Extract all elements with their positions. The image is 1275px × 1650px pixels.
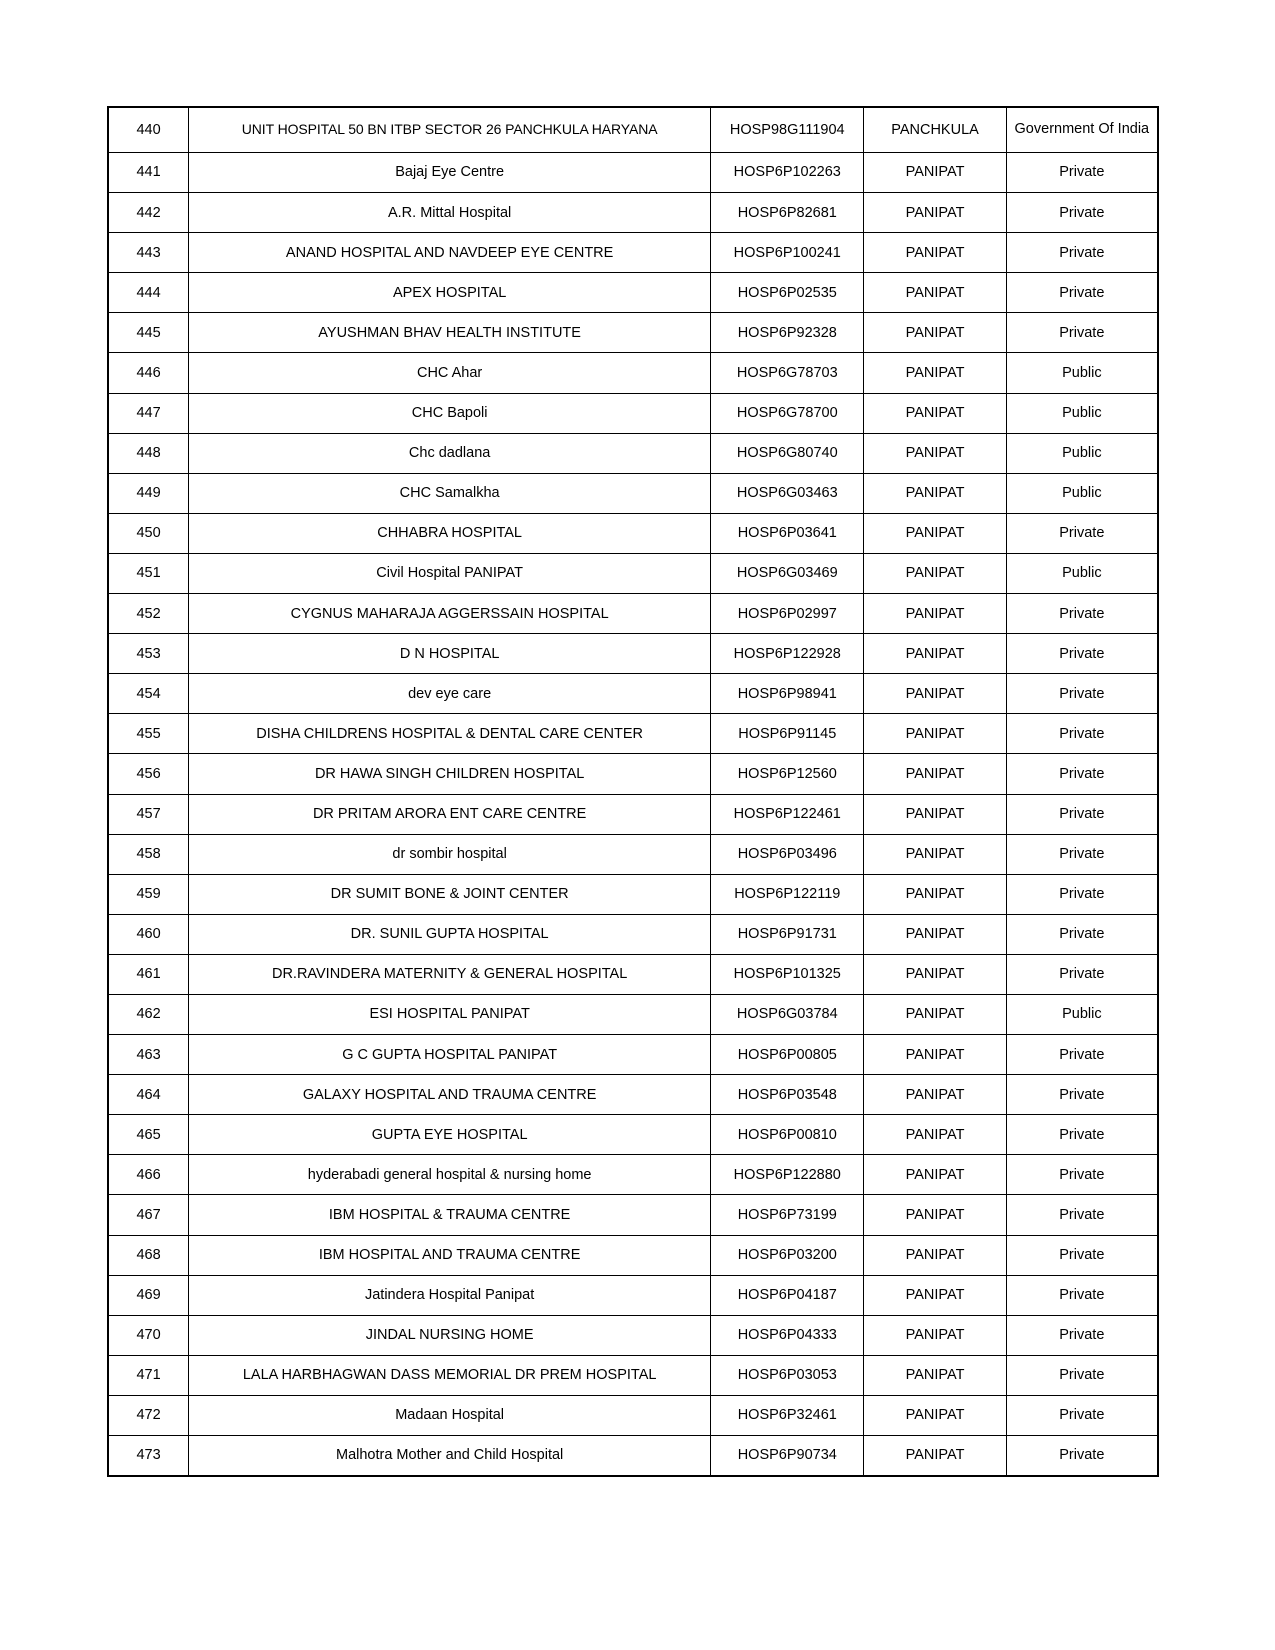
table-row [108,874,1158,914]
cell-serial-number: 473 [108,1436,189,1477]
cell-serial-number: 440 [108,107,189,153]
table-row [108,1436,1158,1477]
table-row [108,393,1158,433]
table-row [108,353,1158,393]
table-row [108,233,1158,273]
cell-hospital-name: D N HOSPITAL [189,634,711,674]
cell-hospital-name: DR HAWA SINGH CHILDREN HOSPITAL [189,754,711,794]
cell-hospital-code: HOSP6P92328 [711,313,864,353]
cell-hospital-name: DISHA CHILDRENS HOSPITAL & DENTAL CARE CENTER [189,714,711,754]
cell-district: PANIPAT [864,714,1006,754]
cell-hospital-type: Private [1006,233,1158,273]
cell-hospital-code: HOSP6P04333 [711,1315,864,1355]
cell-hospital-name: DR. SUNIL GUPTA HOSPITAL [189,914,711,954]
cell-hospital-name: Madaan Hospital [189,1395,711,1435]
cell-district: PANIPAT [864,273,1006,313]
cell-hospital-name: LALA HARBHAGWAN DASS MEMORIAL DR PREM HOSPITAL [189,1355,711,1395]
cell-hospital-type: Private [1006,1155,1158,1195]
cell-serial-number: 450 [108,513,189,553]
cell-hospital-type: Private [1006,714,1158,754]
cell-hospital-code: HOSP6P91731 [711,914,864,954]
table-row [108,553,1158,593]
cell-district: PANIPAT [864,794,1006,834]
cell-serial-number: 467 [108,1195,189,1235]
cell-hospital-name: DR PRITAM ARORA ENT CARE CENTRE [189,794,711,834]
cell-serial-number: 464 [108,1075,189,1115]
cell-hospital-code: HOSP6P101325 [711,954,864,994]
cell-hospital-code: HOSP6P03200 [711,1235,864,1275]
cell-hospital-code: HOSP6P73199 [711,1195,864,1235]
cell-hospital-code: HOSP6G03469 [711,553,864,593]
cell-hospital-type: Private [1006,513,1158,553]
cell-hospital-name: ESI HOSPITAL PANIPAT [189,994,711,1034]
cell-serial-number: 457 [108,794,189,834]
cell-district: PANIPAT [864,1075,1006,1115]
cell-hospital-name: G C GUPTA HOSPITAL PANIPAT [189,1035,711,1075]
table-row [108,273,1158,313]
cell-district: PANIPAT [864,553,1006,593]
cell-hospital-type: Private [1006,1395,1158,1435]
cell-hospital-name: JINDAL NURSING HOME [189,1315,711,1355]
cell-hospital-code: HOSP6G78703 [711,353,864,393]
table-row [108,714,1158,754]
cell-district: PANIPAT [864,1115,1006,1155]
cell-hospital-type: Public [1006,994,1158,1034]
table-row [108,954,1158,994]
cell-hospital-name: Civil Hospital PANIPAT [189,553,711,593]
cell-hospital-code: HOSP6P02535 [711,273,864,313]
cell-hospital-code: HOSP6G03463 [711,473,864,513]
cell-serial-number: 446 [108,353,189,393]
cell-hospital-name: A.R. Mittal Hospital [189,193,711,233]
cell-hospital-name: GALAXY HOSPITAL AND TRAUMA CENTRE [189,1075,711,1115]
cell-hospital-type: Private [1006,874,1158,914]
cell-hospital-code: HOSP98G111904 [711,107,864,153]
table-row [108,1275,1158,1315]
cell-district: PANIPAT [864,754,1006,794]
cell-district: PANIPAT [864,1315,1006,1355]
cell-hospital-code: HOSP6P100241 [711,233,864,273]
cell-district: PANIPAT [864,193,1006,233]
cell-serial-number: 441 [108,153,189,193]
cell-hospital-type: Public [1006,473,1158,513]
cell-hospital-code: HOSP6P98941 [711,674,864,714]
cell-district: PANIPAT [864,153,1006,193]
cell-serial-number: 465 [108,1115,189,1155]
cell-hospital-code: HOSP6P03548 [711,1075,864,1115]
cell-serial-number: 444 [108,273,189,313]
cell-hospital-code: HOSP6P102263 [711,153,864,193]
cell-hospital-code: HOSP6P03641 [711,513,864,553]
cell-hospital-type: Private [1006,794,1158,834]
cell-hospital-name: DR SUMIT BONE & JOINT CENTER [189,874,711,914]
cell-hospital-type: Private [1006,1035,1158,1075]
cell-hospital-name: CYGNUS MAHARAJA AGGERSSAIN HOSPITAL [189,594,711,634]
cell-serial-number: 462 [108,994,189,1034]
cell-hospital-name: IBM HOSPITAL AND TRAUMA CENTRE [189,1235,711,1275]
table-row [108,1355,1158,1395]
cell-district: PANIPAT [864,513,1006,553]
cell-serial-number: 453 [108,634,189,674]
cell-serial-number: 443 [108,233,189,273]
cell-serial-number: 461 [108,954,189,994]
table-row [108,794,1158,834]
cell-hospital-type: Private [1006,1436,1158,1477]
cell-hospital-code: HOSP6P91145 [711,714,864,754]
cell-district: PANIPAT [864,1275,1006,1315]
cell-hospital-type: Private [1006,1075,1158,1115]
cell-hospital-name: ANAND HOSPITAL AND NAVDEEP EYE CENTRE [189,233,711,273]
cell-hospital-name: CHC Ahar [189,353,711,393]
table-row [108,193,1158,233]
cell-hospital-name: dev eye care [189,674,711,714]
cell-hospital-code: HOSP6P03496 [711,834,864,874]
cell-serial-number: 456 [108,754,189,794]
cell-serial-number: 449 [108,473,189,513]
cell-serial-number: 472 [108,1395,189,1435]
cell-hospital-type: Private [1006,954,1158,994]
cell-district: PANIPAT [864,674,1006,714]
hospital-table-container [107,106,1159,1477]
cell-hospital-code: HOSP6P32461 [711,1395,864,1435]
cell-hospital-name: DR.RAVINDERA MATERNITY & GENERAL HOSPITAL [189,954,711,994]
table-row [108,834,1158,874]
cell-hospital-code: HOSP6P82681 [711,193,864,233]
cell-serial-number: 468 [108,1235,189,1275]
table-row [108,433,1158,473]
cell-serial-number: 454 [108,674,189,714]
cell-serial-number: 460 [108,914,189,954]
cell-hospital-type: Private [1006,594,1158,634]
cell-hospital-type: Private [1006,1195,1158,1235]
cell-hospital-type: Private [1006,1275,1158,1315]
cell-district: PANIPAT [864,313,1006,353]
cell-hospital-name: APEX HOSPITAL [189,273,711,313]
cell-hospital-code: HOSP6P00805 [711,1035,864,1075]
cell-district: PANIPAT [864,834,1006,874]
cell-district: PANIPAT [864,874,1006,914]
cell-hospital-name: Malhotra Mother and Child Hospital [189,1436,711,1477]
table-row [108,107,1158,153]
cell-district: PANIPAT [864,954,1006,994]
cell-hospital-type: Public [1006,433,1158,473]
cell-hospital-code: HOSP6P12560 [711,754,864,794]
cell-district: PANIPAT [864,1355,1006,1395]
cell-hospital-type: Private [1006,193,1158,233]
table-row [108,1155,1158,1195]
cell-hospital-name: UNIT HOSPITAL 50 BN ITBP SECTOR 26 PANCHKULA HARYANA [189,107,711,153]
cell-serial-number: 451 [108,553,189,593]
cell-district: PANIPAT [864,1436,1006,1477]
cell-district: PANIPAT [864,994,1006,1034]
cell-district: PANIPAT [864,1035,1006,1075]
cell-hospital-code: HOSP6P122461 [711,794,864,834]
cell-serial-number: 455 [108,714,189,754]
cell-hospital-type: Private [1006,313,1158,353]
cell-district: PANIPAT [864,1235,1006,1275]
cell-hospital-type: Private [1006,153,1158,193]
table-row [108,313,1158,353]
cell-hospital-code: HOSP6G80740 [711,433,864,473]
cell-hospital-type: Private [1006,754,1158,794]
cell-hospital-name: CHC Samalkha [189,473,711,513]
cell-serial-number: 471 [108,1355,189,1395]
cell-hospital-type: Private [1006,1355,1158,1395]
table-row [108,1075,1158,1115]
cell-hospital-type: Private [1006,1235,1158,1275]
cell-hospital-code: HOSP6P122880 [711,1155,864,1195]
table-row [108,594,1158,634]
cell-hospital-code: HOSP6P02997 [711,594,864,634]
cell-serial-number: 448 [108,433,189,473]
cell-hospital-name: Bajaj Eye Centre [189,153,711,193]
cell-serial-number: 459 [108,874,189,914]
cell-serial-number: 458 [108,834,189,874]
cell-serial-number: 447 [108,393,189,433]
cell-hospital-type: Private [1006,1315,1158,1355]
cell-hospital-code: HOSP6P03053 [711,1355,864,1395]
table-row [108,1115,1158,1155]
table-row [108,1235,1158,1275]
table-row [108,1035,1158,1075]
cell-hospital-code: HOSP6P00810 [711,1115,864,1155]
cell-hospital-name: IBM HOSPITAL & TRAUMA CENTRE [189,1195,711,1235]
cell-hospital-name: AYUSHMAN BHAV HEALTH INSTITUTE [189,313,711,353]
cell-hospital-name: dr sombir hospital [189,834,711,874]
cell-hospital-code: HOSP6P122928 [711,634,864,674]
table-row [108,754,1158,794]
table-row [108,994,1158,1034]
cell-hospital-name: Jatindera Hospital Panipat [189,1275,711,1315]
hospital-listing-table [107,106,1159,1477]
cell-hospital-type: Private [1006,834,1158,874]
cell-serial-number: 463 [108,1035,189,1075]
cell-district: PANIPAT [864,594,1006,634]
table-body [108,107,1158,1476]
cell-district: PANIPAT [864,473,1006,513]
cell-hospital-type: Public [1006,353,1158,393]
cell-serial-number: 442 [108,193,189,233]
cell-hospital-type: Public [1006,553,1158,593]
table-row [108,153,1158,193]
cell-district: PANIPAT [864,393,1006,433]
cell-district: PANIPAT [864,433,1006,473]
cell-hospital-name: GUPTA EYE HOSPITAL [189,1115,711,1155]
table-row [108,634,1158,674]
cell-hospital-name: CHHABRA HOSPITAL [189,513,711,553]
cell-serial-number: 469 [108,1275,189,1315]
cell-hospital-type: Private [1006,634,1158,674]
cell-hospital-name: Chc dadlana [189,433,711,473]
cell-hospital-name: hyderabadi general hospital & nursing home [189,1155,711,1195]
table-row [108,1195,1158,1235]
table-row [108,1395,1158,1435]
cell-hospital-type: Private [1006,914,1158,954]
cell-hospital-type: Public [1006,393,1158,433]
cell-hospital-type: Private [1006,1115,1158,1155]
table-row [108,473,1158,513]
cell-hospital-code: HOSP6G03784 [711,994,864,1034]
table-row [108,1315,1158,1355]
cell-district: PANIPAT [864,1155,1006,1195]
table-row [108,513,1158,553]
cell-serial-number: 452 [108,594,189,634]
cell-district: PANIPAT [864,914,1006,954]
cell-hospital-type: Government Of India [1006,107,1158,153]
cell-district: PANIPAT [864,233,1006,273]
cell-hospital-code: HOSP6P04187 [711,1275,864,1315]
cell-district: PANIPAT [864,1195,1006,1235]
cell-hospital-code: HOSP6G78700 [711,393,864,433]
cell-serial-number: 470 [108,1315,189,1355]
cell-hospital-code: HOSP6P122119 [711,874,864,914]
cell-district: PANIPAT [864,1395,1006,1435]
cell-hospital-type: Private [1006,674,1158,714]
cell-district: PANCHKULA [864,107,1006,153]
cell-hospital-code: HOSP6P90734 [711,1436,864,1477]
table-row [108,914,1158,954]
cell-district: PANIPAT [864,634,1006,674]
cell-hospital-type: Private [1006,273,1158,313]
cell-serial-number: 466 [108,1155,189,1195]
table-row [108,674,1158,714]
cell-serial-number: 445 [108,313,189,353]
cell-district: PANIPAT [864,353,1006,393]
cell-hospital-name: CHC Bapoli [189,393,711,433]
